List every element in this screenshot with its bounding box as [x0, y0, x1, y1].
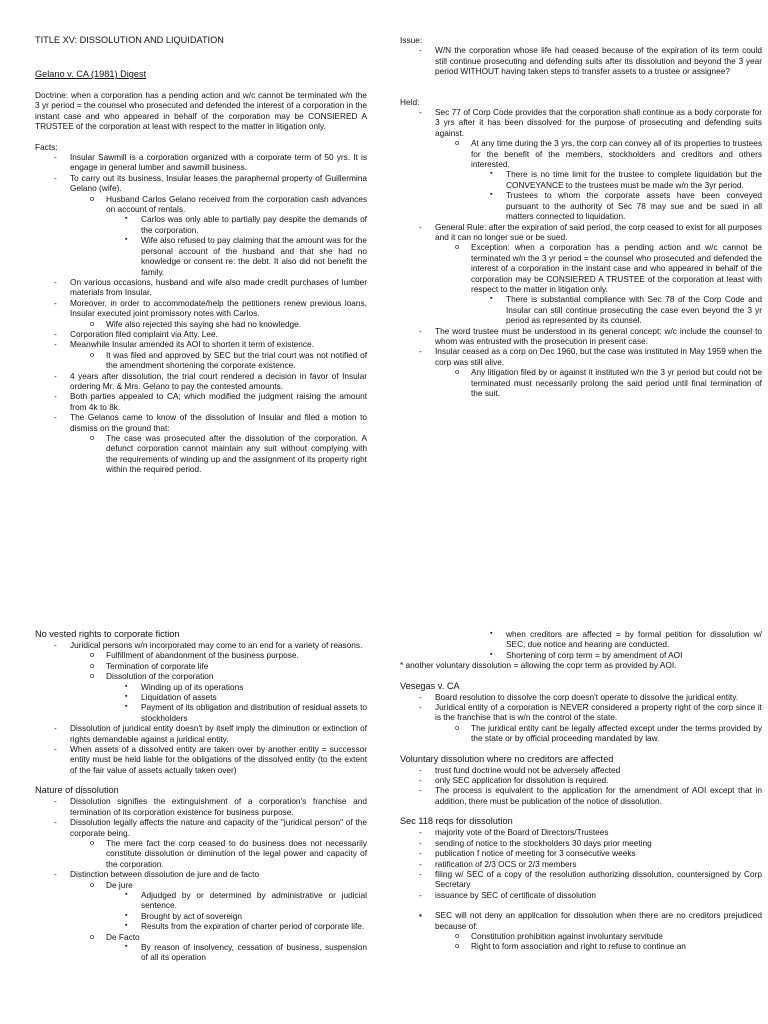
bullet-marker: - — [54, 152, 57, 163]
bullet-text: Husband Carlos Gelano received from the corporation cash advances on account of rentals. — [106, 193, 367, 215]
bullet-marker: - — [54, 412, 57, 423]
bullet-marker: - — [419, 775, 422, 786]
bullet-marker: ▪ — [125, 693, 128, 701]
bullet-marker: o — [90, 671, 95, 681]
bullet-item-level3 — [400, 169, 762, 190]
bullet-text: Meanwhile Insular amended its AOI to shorten it term of existence. — [70, 339, 314, 350]
bullet-item-level3 — [35, 682, 367, 692]
bullet-item-level2 — [400, 941, 762, 951]
bullet-text: On various occasions, husband and wife also made credit purchases of lumber materials from Insular. — [70, 276, 367, 298]
bullet-text: Insular Sawmill is a corporation organized with a corporate term of 50 yrs. It is engage in general lumber and sawmill business. — [70, 152, 367, 173]
bullet-item-level2 — [400, 367, 762, 398]
bullet-item-level2 — [400, 931, 762, 941]
bullet-item-level1 — [400, 910, 762, 931]
bullet-text: When assets of a dissolved entity are taken over by another entity = successor entity must be held liable for the obligations of the dissolved entity (to the extent of the fair value of assets actually taken over) — [70, 744, 367, 775]
bullet-item-level1 — [35, 329, 367, 339]
bullet-marker: ▪ — [490, 650, 493, 658]
bullet-item-level1 — [400, 827, 762, 837]
bullet-marker: ▪ — [419, 910, 422, 921]
bullet-item-level1 — [400, 692, 762, 702]
bullet-marker: - — [54, 339, 57, 350]
bullet-text: Distinction between dissolution de jure and de facto — [70, 869, 260, 880]
bullet-text: Carlos was only able to partially pay despite the demands of the corporation. — [141, 214, 367, 235]
bullet-text: The mere fact the corp ceased to do business does not necessarily constitute dissolution or diminution of the legal power and capacity of the corporation. — [106, 837, 367, 869]
spacer — [400, 900, 762, 910]
dissolution-requirements-column — [400, 629, 762, 952]
bullet-marker: - — [419, 702, 422, 713]
bullet-text: Dissolution of the corporation — [106, 671, 214, 682]
bullet-text: Juridical entity of a corporation is NEVER considered a property right of the corp since it is the franchise that is w/n the control of the state. — [435, 702, 762, 723]
section-heading: Sec 118 reqs for dissolution — [400, 816, 513, 827]
bullet-text: It was filed and approved by SEC but the trial court was not notified of the amendment shortening the corporate existence. — [106, 349, 367, 371]
bullet-marker: ▪ — [125, 236, 128, 244]
section-heading: Gelano v. CA (1981) Digest — [35, 69, 147, 79]
bullet-item-level2 — [35, 433, 367, 475]
bullet-marker: - — [54, 640, 57, 650]
bullet-text: The word trustee must be understood in its general concept: w/c include the counsel to whom was entrusted with the prosecution in present case. — [435, 325, 762, 346]
bullet-item-level2 — [35, 880, 367, 890]
bullet-text: The juridical entity cant be legally affected except under the terms provided by the state or by official proceeding mandated by law. — [471, 722, 762, 744]
bullet-marker: - — [54, 172, 57, 183]
bullet-text: ratification of 2/3 OCS or 2/3 members — [435, 858, 577, 869]
paragraph: Facts: — [35, 141, 58, 152]
bullet-text: Liquidation of assets — [141, 692, 217, 703]
bullet-item-level1 — [400, 890, 762, 900]
bullet-item-level1 — [400, 848, 762, 858]
bullet-item-level2 — [35, 350, 367, 371]
bullet-text: By reason of insolvency, cessation of business, suspension of all its operation — [141, 941, 367, 963]
bullet-item-level2 — [35, 671, 367, 681]
bullet-text: De Facto — [106, 931, 140, 942]
bullet-item-level1 — [35, 152, 367, 173]
bullet-text: Wife also rejected this saying she had no knowledge. — [106, 318, 302, 329]
bullet-item-level2 — [35, 661, 367, 671]
bullet-text: The process is equivalent to the application for the amendment of AOI except that in addition, there must be publication of the notice of dissolution. — [435, 785, 762, 806]
bullet-marker: o — [90, 433, 95, 442]
bullet-item-level3 — [400, 629, 762, 650]
spacer — [400, 806, 762, 816]
bullet-marker: - — [419, 889, 422, 900]
bullet-item-level1 — [35, 277, 367, 298]
bullet-item-level3 — [35, 702, 367, 723]
section-heading: Voluntary dissolution where no creditors are affected — [400, 753, 614, 764]
bullet-marker: - — [54, 796, 57, 807]
bullet-text: Results from the expiration of charter period of corporate life. — [141, 921, 365, 932]
bullet-marker: o — [90, 193, 95, 203]
bullet-marker: - — [419, 785, 422, 796]
bullet-marker: ▪ — [490, 630, 493, 637]
bullet-item-level2 — [35, 932, 367, 942]
bullet-text: trust fund doctrine would not be adversely affected — [435, 764, 621, 775]
bullet-text: The case was prosecuted after the dissolution of the corporation. A defunct corporation cannot maintain any suit without complying with the requirements of winding up and the assignment of its property right within the required period. — [106, 433, 367, 475]
bullet-text: Shortening of corp term = by amendment of AOI — [506, 649, 683, 660]
bullet-item-level1 — [400, 785, 762, 806]
bullet-text: There is no time limit for the trustee to complete liquidation but the CONVEYANCE to the trustees must be made w/n the 3yr period. — [506, 169, 762, 190]
bullet-item-level2 — [400, 242, 762, 294]
bullet-text: Wife also refused to pay claiming that the amount was for the personal account of the husband and that she had no knowledge or consent re: the debt. It also did not benefit the family. — [141, 235, 367, 277]
paragraph: Issue: — [400, 35, 423, 45]
bullet-text: filing w/ SEC of a copy of the resolution authorizing dissolution, countersigned by Corp Secretary — [435, 868, 762, 890]
bullet-item-level1 — [35, 817, 367, 838]
bullet-marker: - — [419, 107, 422, 118]
spacer — [35, 775, 367, 785]
bullet-item-level1 — [400, 702, 762, 723]
bullet-marker: - — [54, 297, 57, 308]
bullet-item-level1 — [400, 869, 762, 890]
issue-held-column — [400, 35, 762, 398]
bullet-item-level3 — [400, 650, 762, 660]
bullet-marker: o — [90, 660, 95, 670]
bullet-item-level3 — [35, 911, 367, 921]
bullet-text: when creditors are affected = by formal petition for dissolution w/ SEC, due notice and hearing are conducted. — [506, 629, 762, 650]
bullet-marker: ▪ — [125, 682, 128, 690]
bullet-item-level3 — [35, 214, 367, 235]
bullet-marker: o — [90, 650, 95, 660]
bullet-marker: - — [419, 837, 422, 848]
bullet-item-level1 — [400, 765, 762, 775]
spacer — [400, 87, 762, 97]
bullet-item-level2 — [35, 319, 367, 329]
section-heading: Vesegas v. CA — [400, 680, 460, 691]
bullet-item-level1 — [35, 371, 367, 392]
bullet-marker: - — [54, 817, 57, 828]
bullet-marker: o — [455, 367, 460, 377]
bullet-text: To carry out its business, Insular leases the paraphernal property of Guillermina Gelano (wife). — [70, 172, 367, 194]
paragraph: Doctrine: when a corporation has a pending action and w/c cannot be terminated w/n the 3 yr period = the counsel who prosecuted and defended the interest of a corporation in the instant case and who appeared in behalf of the corporation may be CONSIERED A TRUSTEE of the corporation at least with respect to the matter in litigation only. — [35, 90, 367, 132]
bullet-marker: ▪ — [125, 942, 128, 950]
bullet-text: The Gelanos came to know of the dissolution of Insular and filed a motion to dismiss on the ground that: — [70, 412, 367, 433]
bullet-item-level1 — [400, 838, 762, 848]
bullet-item-level3 — [35, 235, 367, 277]
spacer — [35, 80, 367, 90]
bullet-item-level2 — [35, 838, 367, 869]
bullet-item-level2 — [35, 194, 367, 215]
bullet-text: At any time during the 3 yrs, the corp can convey all of its properties to trustees for the benefit of the members, stockholders and creditors and others interested. — [471, 138, 762, 170]
bullet-marker: - — [419, 691, 422, 702]
bullet-text: Right to form association and right to refuse to continue an — [471, 941, 686, 952]
bullet-text: sending of notice to the stockholders 30 days prior meeting — [435, 837, 652, 848]
bullet-text: Insular ceased as a corp on Dec 1960, but the case was instituted in May 1959 when the corp was still alive. — [435, 346, 762, 367]
bullet-text: De jure — [106, 879, 133, 890]
bullet-marker: ▪ — [125, 922, 128, 930]
bullet-marker: - — [54, 744, 57, 755]
bullet-item-level3 — [35, 692, 367, 702]
bullet-text: Constitution prohibition against involuntary servitude — [471, 930, 663, 941]
bullet-text: Dissolution of juridical entity doesn't by itself imply the diminution or extinction of rights demandable against a juridical entity. — [70, 723, 367, 744]
spacer — [35, 132, 367, 142]
bullet-text: Termination of corporate life — [106, 660, 209, 671]
bullet-marker: - — [419, 346, 422, 357]
bullet-item-level2 — [400, 723, 762, 744]
section-heading: No vested rights to corporate fiction — [35, 629, 180, 639]
gelano-digest-column — [35, 69, 367, 475]
bullet-text: Trustees to whom the corporate assets have been conveyed pursuant to the authority of Sec 78 may sue and be sued in all matters connected to liquidation. — [506, 190, 762, 222]
bullet-item-level1 — [35, 339, 367, 349]
bullet-item-level1 — [400, 222, 762, 243]
bullet-item-level1 — [35, 391, 367, 412]
bullet-marker: - — [419, 848, 422, 859]
spacer — [400, 671, 762, 681]
bullet-text: Winding up of its operations — [141, 681, 244, 692]
bullet-item-level3 — [400, 294, 762, 325]
bullet-marker: - — [54, 391, 57, 402]
bullet-marker: - — [54, 370, 57, 381]
bullet-item-level3 — [400, 190, 762, 221]
bullet-marker: - — [54, 328, 57, 339]
bullet-item-level1 — [35, 298, 367, 319]
bullet-text: majority vote of the Board of Directors/Trustees — [435, 827, 609, 838]
bullet-item-level1 — [35, 869, 367, 879]
bullet-text: Dissolution signifies the extinguishment of a corporation's franchise and termination of its corporation existence for business purpose. — [70, 796, 367, 817]
spacer — [400, 744, 762, 754]
bullet-marker: o — [455, 242, 460, 252]
bullet-text: issuance by SEC of certificate of dissolution — [435, 889, 596, 900]
bullet-marker: ▪ — [125, 215, 128, 223]
bullet-marker: o — [455, 930, 460, 940]
bullet-item-level1 — [400, 346, 762, 367]
bullet-text: Adjudged by or determined by administrative or judicial sentence. — [141, 889, 367, 911]
bullet-marker: - — [419, 45, 422, 56]
bullet-marker: - — [419, 325, 422, 336]
bullet-marker: o — [455, 138, 460, 148]
paragraph: * another voluntary dissolution = allowing the copr term as provided by AOI. — [400, 660, 677, 671]
bullet-marker: o — [455, 941, 460, 951]
bullet-text: SEC will not deny an application for dissolution when there are no creditors prejudiced because of: — [435, 910, 762, 931]
bullet-item-level1 — [400, 45, 762, 76]
paragraph: Held: — [400, 96, 420, 107]
bullet-text: There is substantial compliance with Sec 78 of the Corp Code and Insular can still continue prosecuting the case even beyond the 3 yr period as represented by its counsel. — [506, 294, 762, 326]
bullet-marker: - — [419, 764, 422, 775]
bullet-marker: - — [54, 276, 57, 287]
bullet-marker: ▪ — [490, 295, 493, 303]
bullet-text: 4 years after dissolution, the trial court rendered a decision in favor of Insular ordering Mr. & Mrs. Gelano to pay the contested amounts. — [70, 370, 367, 391]
bullet-text: General Rule: after the expiration of said period, the corp ceased to exist for all purposes and it can no longer sue or be sued. — [435, 221, 762, 242]
bullet-text: Sec 77 of Corp Code provides that the corporation shall continue as a body corporate for 3 yrs after it has been dissolved for the purpose of prosecuting and defending suits against. — [435, 107, 762, 138]
bullet-text: Board resolution to dissolve the corp doesn't operate to dissolve the juridical entity. — [435, 691, 739, 702]
section-heading: Nature of dissolution — [35, 785, 119, 796]
bullet-item-level3 — [35, 942, 367, 963]
bullet-marker: ▪ — [490, 191, 493, 199]
dissolution-notes-column — [35, 629, 367, 963]
bullet-text: W/N the corporation whose life had ceased because of the expiration of its term could still continue prosecuting and defending suits after its dissolution and beyond the 3 year period WITHOUT having taken steps to transfer assets to a trustee or assignee? — [435, 45, 762, 77]
bullet-marker: o — [90, 879, 95, 889]
bullet-item-level1 — [35, 723, 367, 744]
bullet-marker: o — [90, 318, 95, 328]
spacer — [400, 77, 762, 87]
bullet-item-level1 — [400, 775, 762, 785]
bullet-marker: o — [90, 349, 95, 359]
bullet-marker: - — [419, 827, 422, 838]
bullet-text: Exception: when a corporation has a pending action and w/c cannot be terminated w/n the 3 yr period = the counsel who prosecuted and defended the interest of a corporation in the instant case and who appeared in behalf of the corporation may be CONSIERED A TRUSTEE of the corporation at least with respect to the matter in litigation only. — [471, 242, 762, 294]
bullet-text: publication f notice of meeting for 3 consecutive weeks — [435, 848, 636, 859]
bullet-item-level1 — [35, 796, 367, 817]
bullet-marker: ▪ — [125, 911, 128, 919]
bullet-text: Payment of its obligation and distribution of residual assets to stockholders — [141, 702, 367, 723]
bullet-item-level1 — [400, 859, 762, 869]
bullet-text: Dissolution legally affects the nature and capacity of the "juridical person" of the corporate being. — [70, 817, 367, 838]
bullet-text: Brought by act of sovereign — [141, 910, 243, 921]
bullet-text: Fulfillment of abandonment of the business purpose. — [106, 650, 299, 661]
bullet-marker: o — [90, 837, 95, 847]
bullet-item-level3 — [35, 890, 367, 911]
bullet-text: Corporation filed complaint via Atty. Lee. — [70, 328, 218, 339]
bullet-text: Moreover, in order to accommodate/help the petitioners renew previous loans, Insular executed joint promissory notes with Carlos. — [70, 297, 367, 319]
bullet-marker: - — [54, 869, 57, 880]
bullet-item-level1 — [400, 326, 762, 347]
bullet-marker: ▪ — [125, 703, 128, 711]
bullet-marker: - — [419, 868, 422, 879]
bullet-item-level1 — [35, 744, 367, 775]
bullet-item-level1 — [35, 412, 367, 433]
doc-title — [35, 35, 367, 46]
bullet-text: only SEC application for dissolution is required. — [435, 775, 609, 786]
bullet-marker: o — [455, 722, 460, 732]
bullet-marker: ▪ — [490, 170, 493, 178]
bullet-item-level1 — [35, 640, 367, 650]
bullet-marker: - — [419, 858, 422, 869]
bullet-item-level2 — [400, 138, 762, 169]
bullet-marker: o — [90, 931, 95, 941]
bullet-marker: - — [419, 221, 422, 232]
bullet-text: Juridical persons w/n incorporated may come to an end for a variety of reasons. — [70, 640, 363, 650]
bullet-item-level2 — [35, 650, 367, 660]
bullet-marker: - — [54, 723, 57, 734]
bullet-item-level1 — [35, 173, 367, 194]
bullet-text: Both parties appealed to CA; which modified the judgment raising the amount from 4k to 8k. — [70, 391, 367, 412]
bullet-text: Any litigation filed by or against it instituted w/n the 3 yr period but could not be terminated must necessarily prolong the said period until final termination of the suit. — [471, 367, 762, 398]
doc-title-text: TITLE XV: DISSOLUTION AND LIQUIDATION — [35, 35, 224, 45]
bullet-item-level1 — [400, 107, 762, 138]
bullet-marker: ▪ — [125, 890, 128, 898]
bullet-item-level3 — [35, 921, 367, 931]
